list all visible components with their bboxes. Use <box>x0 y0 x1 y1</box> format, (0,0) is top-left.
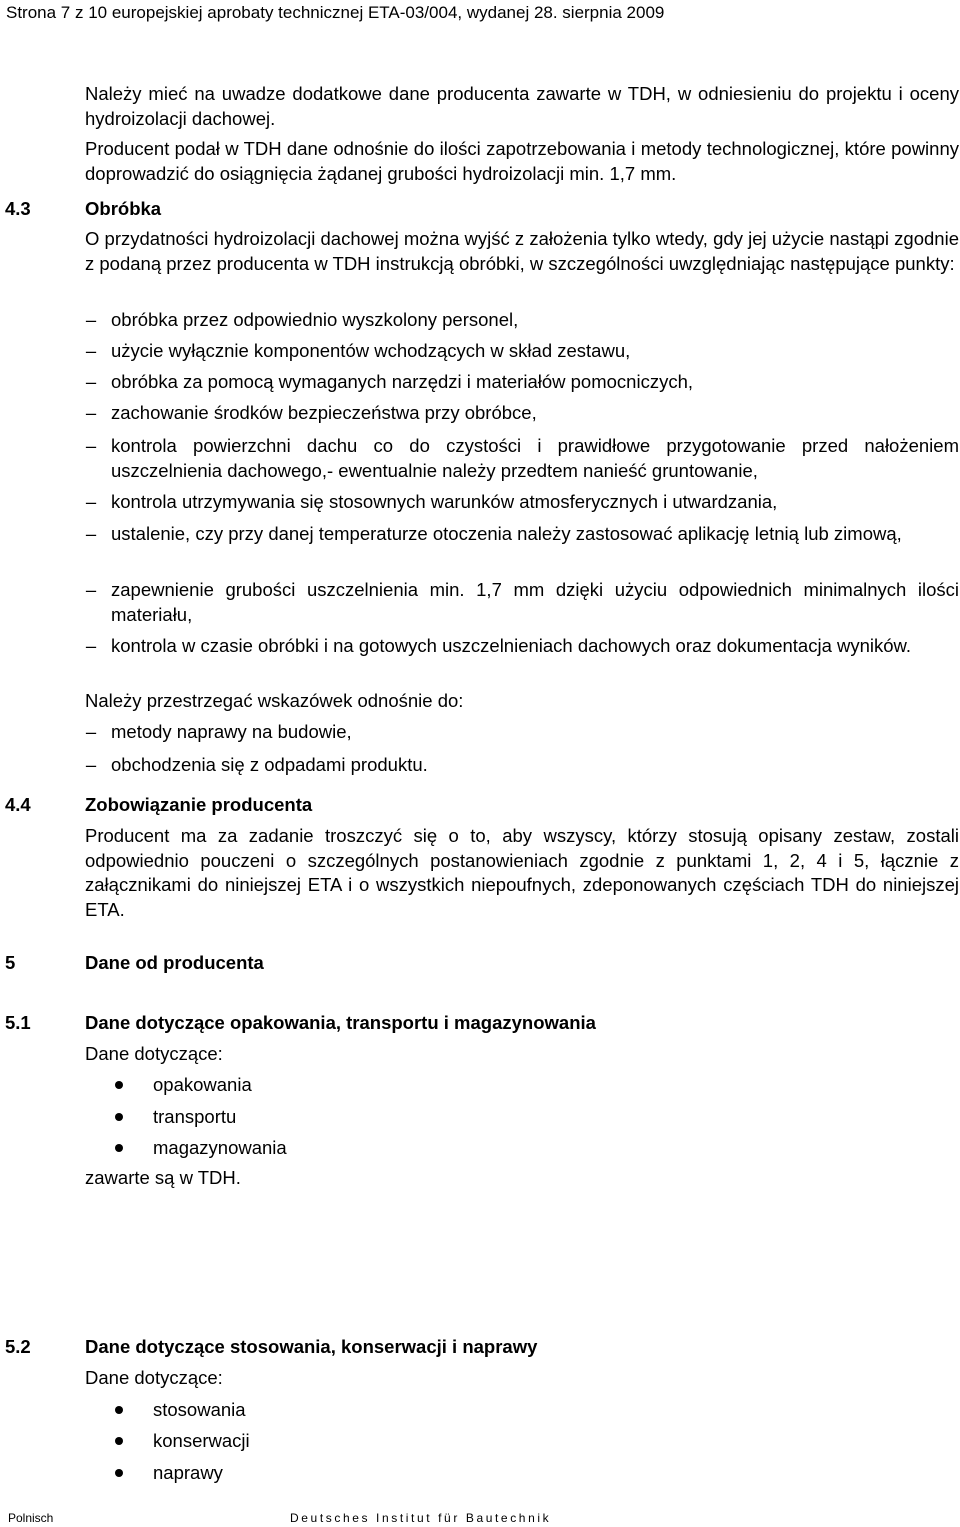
list-item-text: metody naprawy na budowie, <box>111 721 352 742</box>
list-item-text: transportu <box>153 1106 237 1127</box>
footer-language: Polnisch <box>8 1511 54 1525</box>
list-item-text: naprawy <box>153 1462 223 1483</box>
section-5-1-lead: Dane dotyczące: <box>85 1043 223 1064</box>
list-item <box>85 339 959 364</box>
intro-paragraph-1: Należy mieć na uwadze dodatkowe dane producenta zawarte w TDH, w odniesieniu do projektu i oceny hydroizolacji dachowej. <box>85 83 959 129</box>
list-item-text: konserwacji <box>153 1430 250 1451</box>
list-item-text: kontrola utrzymywania się stosownych warunków atmosferycznych i utwardzania, <box>111 491 778 512</box>
section-5-number: 5 <box>5 952 16 973</box>
list-item <box>85 490 959 515</box>
dash-marker: – <box>85 721 97 742</box>
dash-marker: – <box>85 309 97 330</box>
section-4-4-title: Zobowiązanie producenta <box>85 794 313 815</box>
dash-marker: – <box>85 491 97 512</box>
list-item-text: magazynowania <box>153 1137 287 1158</box>
list-item <box>85 753 959 778</box>
list-item <box>115 1073 252 1097</box>
list-item-text: obróbka za pomocą wymaganych narzędzi i materiałów pomocniczych, <box>111 371 693 392</box>
dash-marker: – <box>85 523 97 544</box>
list-item-text: obróbka przez odpowiednio wyszkolony personel, <box>111 309 519 330</box>
section-5-1-title: Dane dotyczące opakowania, transportu i magazynowania <box>85 1012 596 1033</box>
intro-paragraph-2: Producent podał w TDH dane odnośnie do ilości zapotrzebowania i metody technologicznej, które powinny doprowadzić do osiągnięcia żądanej grubości hydroizolacji min. 1,7 mm. <box>85 138 959 184</box>
list-item <box>85 434 959 483</box>
section-4-4-paragraph: Producent ma za zadanie troszczyć się o to, aby wszyscy, którzy stosują opisany zestaw, zostali odpowiednio pouczeni o szczególnych postanowieniach zgodnie z punktami 1, 2, 4 i 5, łącznie z załącznikami do niniejszej ETA i o wszystkich niepoufnych, zdeponowanych częściach TDH do niniejszej ETA. <box>85 825 959 920</box>
dash-marker: – <box>85 635 97 656</box>
dash-marker: – <box>85 754 97 775</box>
section-5-1-number: 5.1 <box>5 1012 31 1033</box>
footer-institute: Deutsches Institut für Bautechnik <box>290 1511 552 1525</box>
list-item <box>115 1461 223 1485</box>
list-item-text: zachowanie środków bezpieczeństwa przy obróbce, <box>111 402 537 423</box>
page-header: Strona 7 z 10 europejskiej aprobaty technicznej ETA-03/004, wydanej 28. sierpnia 2009 <box>6 3 665 22</box>
list-item-text: ustalenie, czy przy danej temperaturze otoczenia należy zastosować aplikację letnią lub zimową, <box>111 523 902 544</box>
bullet-icon <box>115 1144 123 1152</box>
list-item-text: kontrola powierzchni dachu co do czystości i prawidłowe przygotowanie przed nałożeniem uszczelnienia dachowego,- ewentualnie należy przedtem nanieść gruntowanie, <box>111 435 959 481</box>
section-4-3-paragraph: O przydatności hydroizolacji dachowej można wyjść z założenia tylko wtedy, gdy jej użycie nastąpi zgodnie z podaną przez producenta w TDH instrukcją obróbki, w szczególności uwzględniając następujące punkty: <box>85 228 959 274</box>
list-item-text: stosowania <box>153 1399 246 1420</box>
bullet-icon <box>115 1469 123 1477</box>
section-5-1-closing: zawarte są w TDH. <box>85 1167 241 1188</box>
dash-marker: – <box>85 579 97 600</box>
list-item <box>85 578 959 627</box>
bullet-icon <box>115 1081 123 1089</box>
list-item-text: opakowania <box>153 1074 252 1095</box>
dash-marker: – <box>85 435 97 456</box>
list-item <box>85 370 959 395</box>
list-item <box>115 1105 236 1129</box>
list-item-text: obchodzenia się z odpadami produktu. <box>111 754 428 775</box>
dash-marker: – <box>85 402 97 423</box>
list-item <box>85 522 959 547</box>
list-item <box>85 720 959 745</box>
list-item <box>115 1136 287 1160</box>
list-item <box>85 634 959 659</box>
dash-marker: – <box>85 371 97 392</box>
list-item-text: zapewnienie grubości uszczelnienia min. 1,7 mm dzięki użyciu odpowiednich minimalnych ilości materiału, <box>111 579 959 625</box>
list-item <box>115 1398 246 1422</box>
section-5-2-title: Dane dotyczące stosowania, konserwacji i naprawy <box>85 1336 538 1357</box>
section-5-2-number: 5.2 <box>5 1336 31 1357</box>
list-item <box>115 1429 250 1453</box>
list-item <box>85 401 959 426</box>
section-4-3-title: Obróbka <box>85 198 162 219</box>
section-5-title: Dane od producenta <box>85 952 264 973</box>
section-5-2-lead: Dane dotyczące: <box>85 1367 223 1388</box>
section-4-4-number: 4.4 <box>5 794 31 815</box>
section-4-3-note: Należy przestrzegać wskazówek odnośnie do: <box>85 690 464 711</box>
list-item-text: kontrola w czasie obróbki i na gotowych uszczelnieniach dachowych oraz dokumentacja wyników. <box>111 635 912 656</box>
list-item <box>85 308 959 333</box>
bullet-icon <box>115 1406 123 1414</box>
section-4-3-number: 4.3 <box>5 198 31 219</box>
list-item-text: użycie wyłącznie komponentów wchodzących w skład zestawu, <box>111 340 631 361</box>
bullet-icon <box>115 1437 123 1445</box>
bullet-icon <box>115 1113 123 1121</box>
dash-marker: – <box>85 340 97 361</box>
